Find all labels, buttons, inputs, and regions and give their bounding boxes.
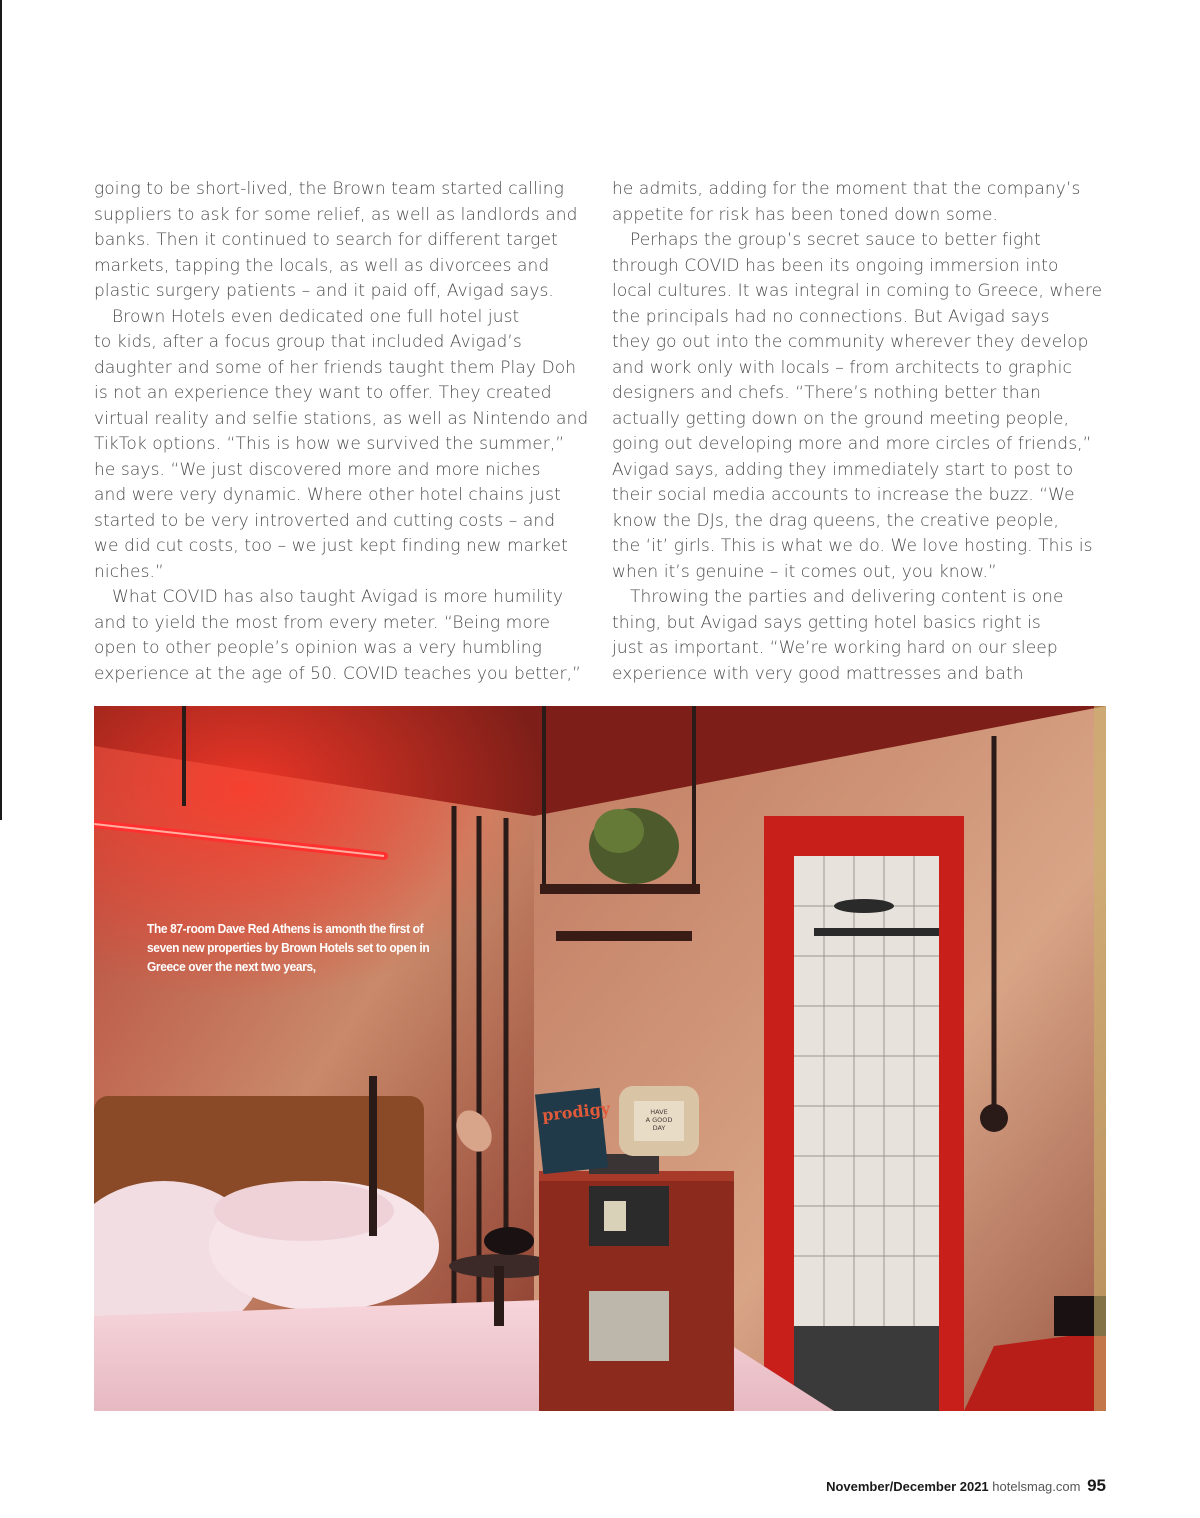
hotel-room-photo xyxy=(94,706,1106,1411)
text-line: local cultures. It was integral in coming to Greece, where xyxy=(612,281,1103,301)
page-spine-line xyxy=(0,0,2,820)
text-line: know the DJs, the drag queens, the creative people, xyxy=(612,510,1060,531)
text-line: virtual reality and selfie stations, as well as Nintendo and xyxy=(94,408,589,429)
text-line: plastic surgery patients – and it paid off, Avigad says. xyxy=(94,281,554,301)
site-url: hotelsmag.com xyxy=(992,1479,1081,1494)
text-line: and were very dynamic. Where other hotel chains just xyxy=(94,485,561,505)
text-line: going out developing more and more circles of friends,” xyxy=(612,434,1092,454)
text-line: they go out into the community wherever they develop xyxy=(612,332,1089,352)
sign-text-line: A GOOD xyxy=(645,1116,673,1124)
text-line: and work only with locals – from architects to graphic xyxy=(612,357,1072,378)
text-line: their social media accounts to increase the buzz. “We xyxy=(612,485,1075,505)
text-line: experience with very good mattresses and bath xyxy=(612,663,1024,684)
text-line: open to other people’s opinion was a very humbling xyxy=(94,638,542,658)
text-line: Brown Hotels even dedicated one full hotel just xyxy=(112,306,520,327)
text-line: appetite for risk has been toned down some. xyxy=(612,204,999,225)
caption-line: The 87-room Dave Red Athens is amonth the first of xyxy=(147,921,424,936)
issue-date: November/December 2021 xyxy=(826,1479,989,1494)
text-line: suppliers to ask for some relief, as well as landlords and xyxy=(94,204,578,225)
text-line: What COVID has also taught Avigad is more humility xyxy=(112,587,563,607)
text-line: designers and chefs. “There’s nothing better than xyxy=(612,383,1041,403)
text-line: Perhaps the group’s secret sauce to better fight xyxy=(630,230,1041,250)
photo-caption xyxy=(147,919,430,976)
text-line: the principals had no connections. But Avigad says xyxy=(612,306,1050,327)
sign-text-line: HAVE xyxy=(650,1108,668,1116)
text-line: Avigad says, adding they immediately start to post to xyxy=(612,459,1074,480)
text-line: is not an experience they want to offer. They created xyxy=(94,383,552,403)
caption-line: seven new properties by Brown Hotels set to open in xyxy=(147,940,430,955)
text-line: and to yield the most from every meter. “Being more xyxy=(94,612,551,633)
text-line: he says. “We just discovered more and more niches xyxy=(94,459,541,480)
record-sleeve-label: prodigy xyxy=(541,1098,611,1125)
caption-line: Greece over the next two years, xyxy=(147,959,316,974)
text-line: TikTok options. “This is how we survived the summer,” xyxy=(94,434,565,454)
page-footer xyxy=(826,1476,1106,1496)
text-line: banks. Then it continued to search for different target xyxy=(94,230,558,250)
text-line: started to be very introverted and cutting costs – and xyxy=(94,510,556,531)
article-column-left xyxy=(94,177,594,687)
article-column-right xyxy=(612,177,1112,687)
text-line: we did cut costs, too – we just kept finding new market xyxy=(94,536,568,556)
text-line: to kids, after a focus group that included Avigad’s xyxy=(94,332,522,352)
text-line: niches.” xyxy=(94,561,164,582)
text-line: thing, but Avigad says getting hotel basics right is xyxy=(612,612,1041,633)
text-line: experience at the age of 50. COVID teaches you better,” xyxy=(94,663,581,684)
text-line: markets, tapping the locals, as well as divorcees and xyxy=(94,255,550,276)
page-number: 95 xyxy=(1087,1476,1106,1495)
text-line: he admits, adding for the moment that the company’s xyxy=(612,179,1081,199)
text-line: when it’s genuine – it comes out, you know.” xyxy=(612,561,997,582)
text-line: the ‘it’ girls. This is what we do. We love hosting. This is xyxy=(612,536,1093,556)
text-line: through COVID has been its ongoing immersion into xyxy=(612,255,1059,276)
text-line: going to be short-lived, the Brown team started calling xyxy=(94,179,564,199)
hotel-room-illustration xyxy=(94,706,1106,1411)
sign-text-line: DAY xyxy=(652,1124,666,1132)
text-line: Throwing the parties and delivering content is one xyxy=(630,587,1064,607)
text-line: actually getting down on the ground meeting people, xyxy=(612,408,1070,429)
text-line: just as important. “We’re working hard on our sleep xyxy=(612,638,1058,658)
text-line: daughter and some of her friends taught them Play Doh xyxy=(94,357,577,378)
